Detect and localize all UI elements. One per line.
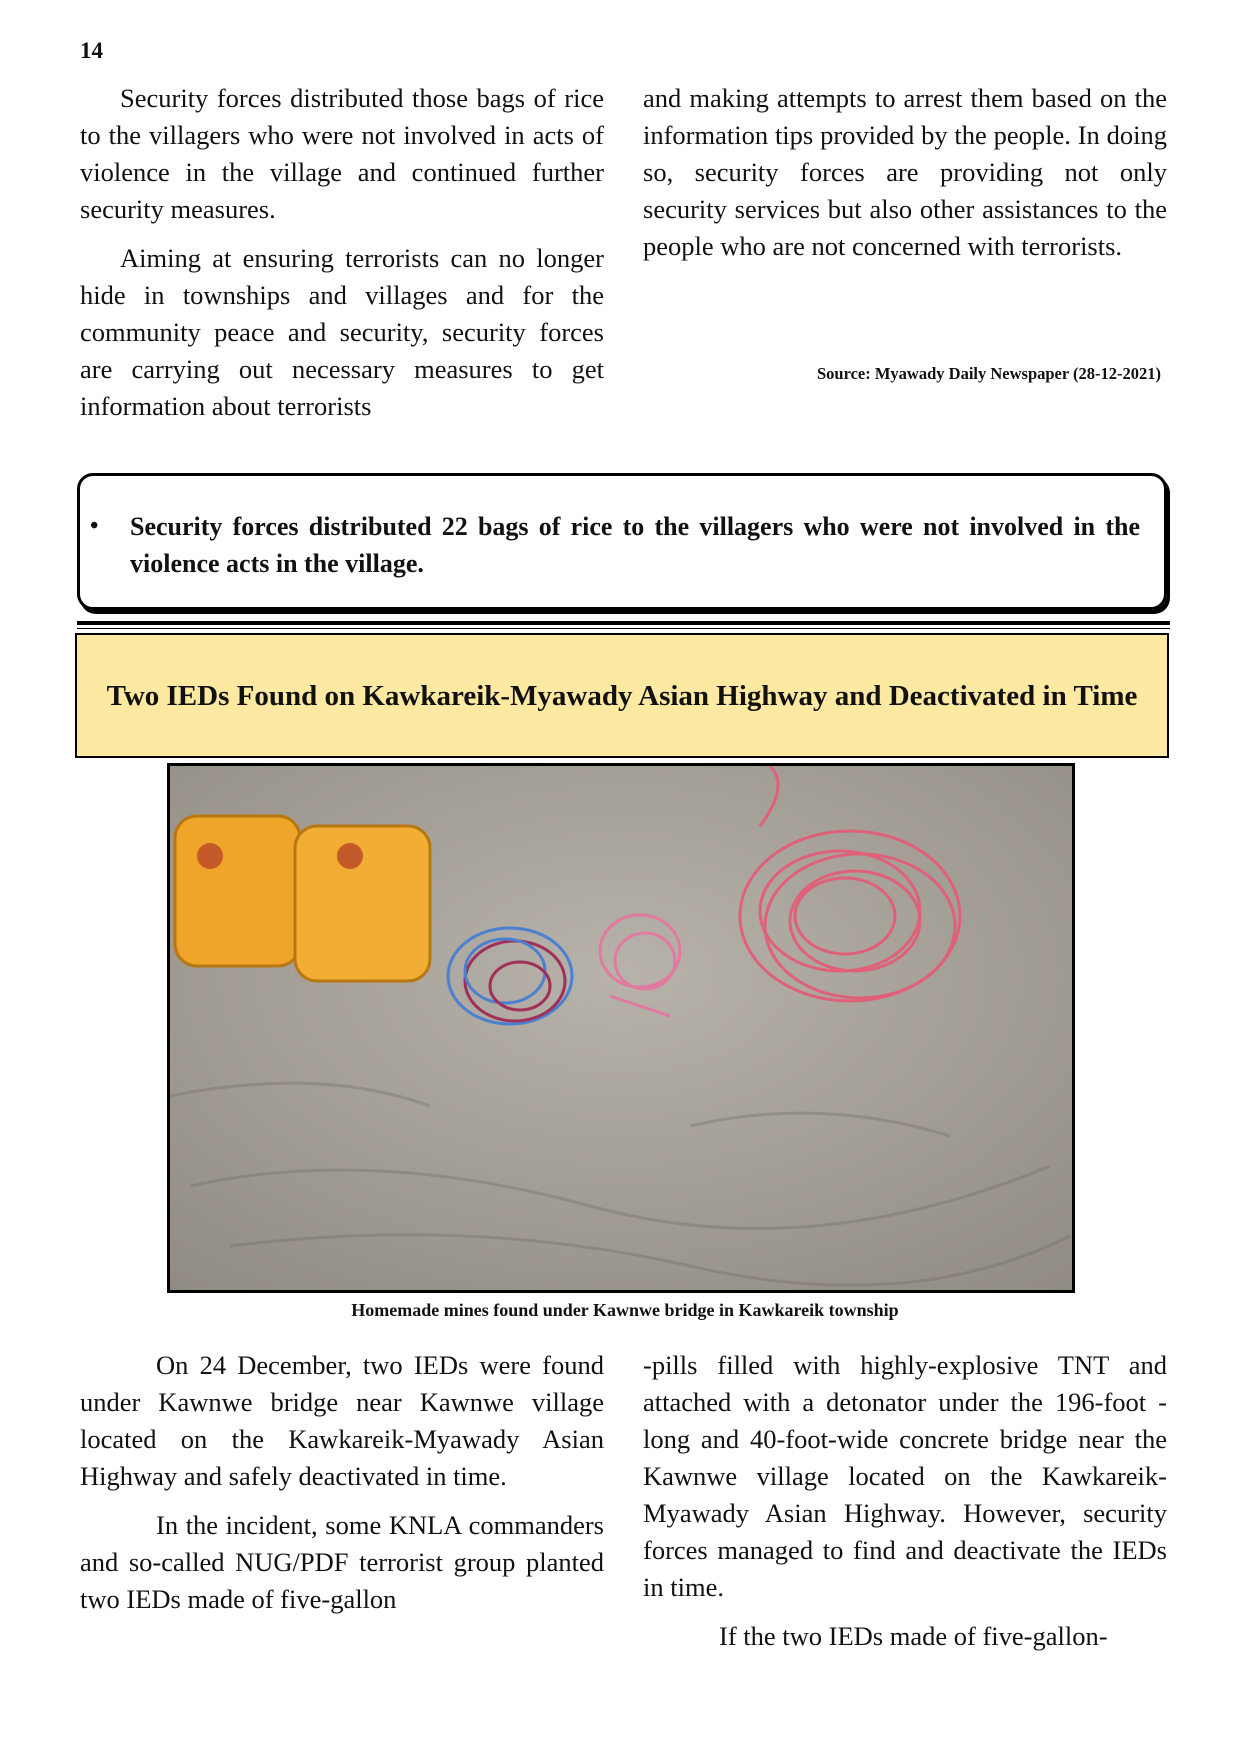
- bottom-left-column: [80, 1347, 604, 1630]
- highlight-box: [77, 473, 1167, 610]
- paragraph: Aiming at ensuring terrorists can no longer hide in townships and villages and for the community peace and security, security forces are carrying out necessary measures to get information about terrorists: [80, 243, 604, 421]
- top-right-column: [643, 80, 1167, 277]
- section-divider: [77, 621, 1170, 625]
- page-number: 14: [80, 38, 103, 63]
- bullet-icon: •: [90, 513, 99, 539]
- paragraph: In the incident, some KNLA commanders and so-called NUG/PDF terrorist group planted two IEDs made of five-gallon: [80, 1510, 604, 1614]
- jerrycan-right-icon: [295, 826, 430, 981]
- source-line: Source: Myawady Daily Newspaper (28-12-2021): [816, 364, 1161, 383]
- paragraph: -pills filled with highly-explosive TNT and attached with a detonator under the 196-foot -long and 40-foot-wide concrete bridge near the Kawnwe village located on the Kawkareik-Myawady Asian Highway. However, security forces managed to find and deactivate the IEDs in time.: [643, 1350, 1167, 1602]
- section-divider-thin: [77, 628, 1170, 629]
- article-photo: [167, 763, 1075, 1293]
- top-left-column: [80, 80, 604, 437]
- bottom-right-column: [643, 1347, 1167, 1667]
- paragraph: If the two IEDs made of five-gallon-: [719, 1621, 1108, 1651]
- article-title: Two IEDs Found on Kawkareik-Myawady Asian Highway and Deactivated in Time: [106, 679, 1138, 712]
- paragraph: Security forces distributed those bags of rice to the villagers who were not involved in acts of violence in the village and continued further security measures.: [80, 83, 604, 224]
- article-heading-box: [75, 633, 1169, 758]
- paragraph: and making attempts to arrest them based on the information tips provided by the people. In doing so, security forces are providing not only security services but also other assistances to the people who are not concerned with terrorists.: [643, 83, 1167, 261]
- highlight-item: [90, 508, 1140, 582]
- photo-caption: Homemade mines found under Kawnwe bridge in Kawkareik township: [351, 1300, 899, 1320]
- paragraph: On 24 December, two IEDs were found under Kawnwe bridge near Kawnwe village located on the Kawkareik-Myawady Asian Highway and safely deactivated in time.: [80, 1350, 604, 1491]
- jerrycan-left-icon: [175, 816, 300, 966]
- ied-photo-illustration: [170, 766, 1072, 1290]
- highlight-text: Security forces distributed 22 bags of rice to the villagers who were not involved in the violence acts in the village.: [130, 512, 1140, 578]
